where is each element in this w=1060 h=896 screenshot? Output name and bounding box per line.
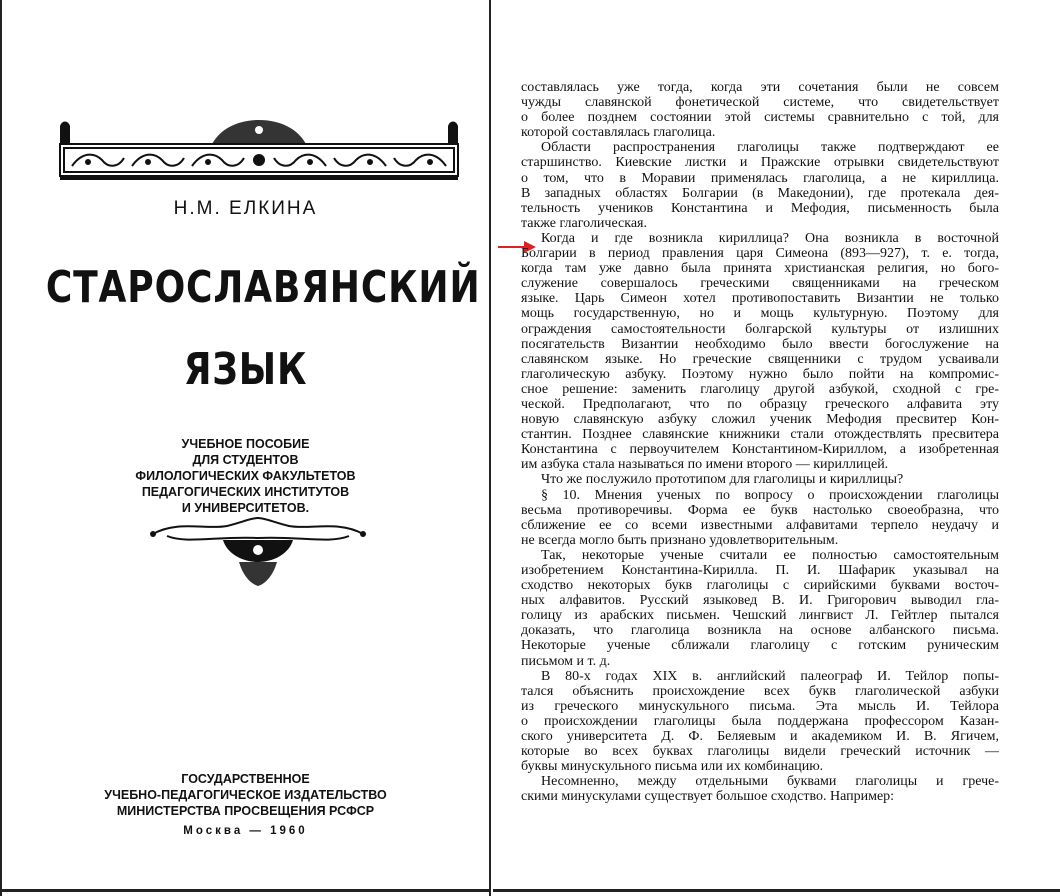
subtitle-line: УЧЕБНОЕ ПОСОБИЕ [181,437,310,451]
text-line: им азбука стала называться по имени второго — кириллицей. [521,457,889,473]
text-line: которой составлялась глаголица. [521,125,716,141]
text-line: Несомненно, между отдельными буквами глаголицы и грече- [541,774,999,790]
text-line: § 10. Мнения ученых по вопросу о происхождении глаголицы [541,487,999,503]
text-line: служение совершалось греческими священниками на греческом [521,276,999,292]
decorative-vignette [147,514,369,588]
text-line: Что же послужило прототипом для глаголицы и кириллицы? [541,472,904,488]
page-bottom-rule [493,889,1060,892]
text-page [493,0,1060,896]
text-line: не всегда могло быть признано удовлетворительным. [521,532,839,548]
text-line: В 80-х годах XIX в. английский палеограф И. Тейлор попы- [541,668,999,684]
text-line: из греческого минускульного письма. Эта мысль И. Тейлора [521,698,999,714]
decorative-ornament-banner [52,116,466,186]
text-line: сходство некоторых букв глаголицы с сирийскими буквами восточ- [521,578,999,594]
title-page [0,0,491,896]
place-and-year: Москва — 1960 [183,825,308,837]
text-line: скими минускулами существует большое сходство. Например: [521,789,895,805]
text-line: ского университета Д. Ф. Беляевым и академиком И. В. Ягичем, [521,729,999,745]
text-line: ных алфавитов. Русский языковед В. И. Григорович выводил гла- [521,593,999,609]
publisher-block [2,771,489,839]
text-line: голицу из арабских письмен. Чешский лингвист Л. Гейтлер пытался [521,608,999,624]
text-line: буквы минускульного письма или их комбинацию. [521,759,824,775]
text-line: сближение ее со всеми известными алфавитами терпело неудачу и [521,517,999,533]
book-title-line-2: ЯЗЫК [183,344,308,395]
text-line: ческой. Предполагают, что по образцу греческого алфавита эту [521,396,999,412]
subtitle-line: ПЕДАГОГИЧЕСКИХ ИНСТИТУТОВ [141,485,350,499]
text-line: когда там уже давно была принята христианская религия, но бого- [521,261,999,277]
text-line: доказать, что глаголица возникла на основе албанского письма. [521,623,999,639]
text-line: В западных областях Болгарии (в Македонии), где протекала дея- [521,185,999,201]
publisher-line: МИНИСТЕРСТВА ПРОСВЕЩЕНИЯ РСФСР [116,804,375,818]
text-line: Так, некоторые ученые считали ее полностью самостоятельным [541,547,999,563]
text-line: посягательств Византии необходимо было ввести богослужение на [521,336,999,352]
text-line: весьма противоречивы. Форма ее букв настолько своеобразна, что [521,502,999,518]
text-line: Некоторые ученые сближали глаголицу с готским руническим [521,638,999,654]
subtitle-line: ФИЛОЛОГИЧЕСКИХ ФАКУЛЬТЕТОВ [135,469,356,483]
book-subtitle [2,436,489,516]
text-line: стантин. Позднее славянские книжники стали отождествлять пресвитера [521,427,999,443]
text-line: составлялась уже тогда, когда эти сочетания были не совсем [521,80,999,95]
text-line: которые во всех буквах глаголицы видели греческий источник — [521,744,999,760]
text-line: Болгарии в период правления царя Симеона (893—927), т. е. тогда, [521,246,999,262]
text-line: Константина с первоучителем Константином-Кириллом, а изобретенная [521,442,999,458]
text-line: ограждения самостоятельности болгарской культуры от излишних [521,321,999,337]
subtitle-line: И УНИВЕРСИТЕТОВ. [181,501,310,515]
text-line: старшинство. Киевские листки и Пражские отрывки свидетельствуют [521,155,999,171]
text-line: глаголическую азбуку. Поэтому нужно было пойти на компромис- [521,366,999,382]
body-text [521,80,999,805]
text-line: о происхождении глаголицы была поддержана профессором Казан- [521,713,999,729]
text-line: мощь государственную, но и мощь культурную. Поэтому для [521,306,999,322]
text-line: изобретением Константина-Кирилла. П. И. Шафарик указывал на [521,563,999,578]
text-line: Когда и где возникла кириллица? Она возникла в восточной [541,230,999,246]
publisher-line: УЧЕБНО-ПЕДАГОГИЧЕСКОЕ ИЗДАТЕЛЬСТВО [104,788,387,802]
text-line: Области распространения глаголицы также подтверждают ее [541,140,999,156]
text-line: тался объяснить происхождение всех букв глаголической азбуки [521,683,999,699]
text-line: письмом и т. д. [521,653,611,669]
text-line: новую славянскую азбуку сложил ученик Мефодия пресвитер Кон- [521,412,999,428]
author-name: Н.М. ЕЛКИНА [173,198,318,219]
text-line: о том, что в Моравии применялась глаголица, а не кириллица. [521,170,999,186]
book-title-line-1: СТАРОСЛАВЯНСКИЙ [45,262,481,313]
publisher-line: ГОСУДАРСТВЕННОЕ [181,772,310,786]
text-line: тельность учеников Константина и Мефодия, письменность была [521,200,999,216]
subtitle-line: ДЛЯ СТУДЕНТОВ [192,453,299,467]
text-line: о более позднем состоянии этой системы сравнительно с той, для [521,110,999,126]
text-line: чужды славянской фонетической системе, что свидетельствует [521,95,999,111]
page-bottom-rule [2,889,489,892]
text-line: славянском языке. Но греческие священники с трудом усваивали [521,351,999,367]
text-line: сное решение: заменить глаголицу другой азбукой, сходной с гре- [521,381,999,397]
text-line: также глаголическая. [521,215,647,231]
text-line: языке. Царь Симеон хотел противопоставить Византии не только [521,291,999,307]
